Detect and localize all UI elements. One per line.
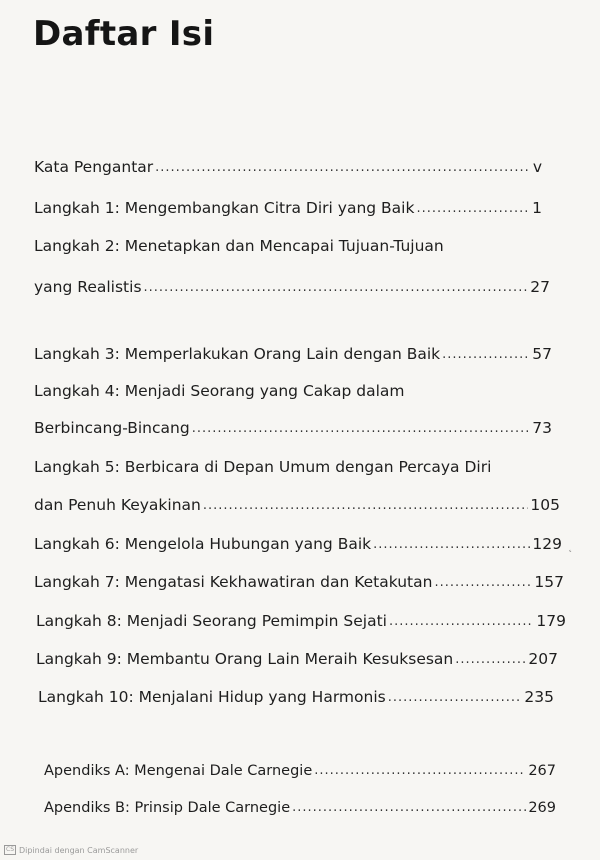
toc-label: Berbincang-Bincang — [34, 419, 190, 437]
toc-label: yang Realistis — [34, 278, 142, 296]
toc-page-number: 157 — [534, 573, 564, 591]
toc-entry-kata-pengantar[interactable] — [34, 152, 542, 176]
toc-page-number: 179 — [536, 612, 566, 630]
toc-label: Langkah 9: Membantu Orang Lain Meraih Kesuksesan — [36, 650, 454, 668]
dot-leader — [389, 614, 534, 630]
toc-entry-langkah-8[interactable] — [36, 606, 566, 630]
dot-leader — [144, 280, 529, 296]
dot-leader — [388, 690, 523, 706]
toc-entry-langkah-4[interactable] — [34, 376, 552, 400]
dot-leader — [314, 763, 526, 779]
dot-leader — [203, 498, 529, 514]
page-title: Daftar Isi — [33, 14, 215, 54]
dot-leader — [455, 652, 526, 668]
toc-page-number: 129 — [532, 535, 562, 553]
toc-page-number: 207 — [528, 650, 558, 668]
toc-label: Langkah 10: Menjalani Hidup yang Harmonis — [38, 688, 386, 706]
dot-leader — [155, 160, 531, 176]
toc-label: Apendiks A: Mengenai Dale Carnegie — [44, 763, 313, 779]
toc-page-number: 269 — [528, 800, 556, 816]
toc-page-number: 235 — [524, 688, 554, 706]
toc-entry-langkah-5[interactable] — [34, 452, 554, 476]
toc-page-number: 105 — [530, 496, 560, 514]
toc-label: Langkah 7: Mengatasi Kekhawatiran dan Ketakutan — [34, 573, 433, 591]
toc-label: Langkah 5: Berbicara di Depan Umum dengan Percaya Diri — [34, 458, 492, 476]
toc-entry-langkah-6[interactable] — [34, 529, 562, 553]
toc-label: dan Penuh Keyakinan — [34, 496, 201, 514]
dot-leader — [292, 800, 526, 816]
scan-speck: ˛ — [568, 543, 573, 553]
toc-entry-apendiks-b[interactable] — [44, 792, 556, 816]
dot-leader — [192, 421, 531, 437]
toc-entry-langkah-2-cont[interactable] — [34, 272, 550, 296]
toc-page-number: 57 — [532, 345, 552, 363]
toc-entry-langkah-10[interactable] — [38, 682, 554, 706]
toc-page-number: 27 — [530, 278, 550, 296]
dot-leader — [416, 201, 530, 217]
dot-leader — [442, 347, 530, 363]
toc-entry-langkah-7[interactable] — [34, 567, 564, 591]
toc-label: Kata Pengantar — [34, 158, 154, 176]
dot-leader — [373, 537, 530, 553]
scanner-watermark — [4, 845, 138, 855]
toc-label: Langkah 8: Menjadi Seorang Pemimpin Sejati — [36, 612, 387, 630]
toc-label: Langkah 2: Menetapkan dan Mencapai Tujuan-Tujuan — [34, 237, 444, 255]
camscanner-logo-icon: CS — [6, 846, 14, 853]
toc-entry-apendiks-a[interactable] — [44, 755, 556, 779]
toc-entry-langkah-3[interactable] — [34, 339, 552, 363]
watermark-text: Dipindai dengan CamScanner — [19, 845, 139, 855]
toc-entry-langkah-9[interactable] — [36, 644, 558, 668]
dot-leader — [434, 575, 532, 591]
toc-page-number: v — [532, 158, 542, 176]
toc-entry-langkah-5-cont[interactable] — [34, 490, 560, 514]
toc-entry-langkah-2[interactable] — [34, 231, 542, 255]
toc-label: Apendiks B: Prinsip Dale Carnegie — [44, 800, 291, 816]
toc-label: Langkah 4: Menjadi Seorang yang Cakap dalam — [34, 382, 405, 400]
toc-page-number: 1 — [532, 199, 542, 217]
toc-page-number: 267 — [528, 763, 556, 779]
toc-entry-langkah-1[interactable] — [34, 193, 542, 217]
toc-entry-langkah-4-cont[interactable] — [34, 413, 552, 437]
toc-label: Langkah 3: Memperlakukan Orang Lain dengan Baik — [34, 345, 441, 363]
toc-label: Langkah 6: Mengelola Hubungan yang Baik — [34, 535, 372, 553]
toc-page-number: 73 — [532, 419, 552, 437]
toc-label: Langkah 1: Mengembangkan Citra Diri yang Baik — [34, 199, 415, 217]
